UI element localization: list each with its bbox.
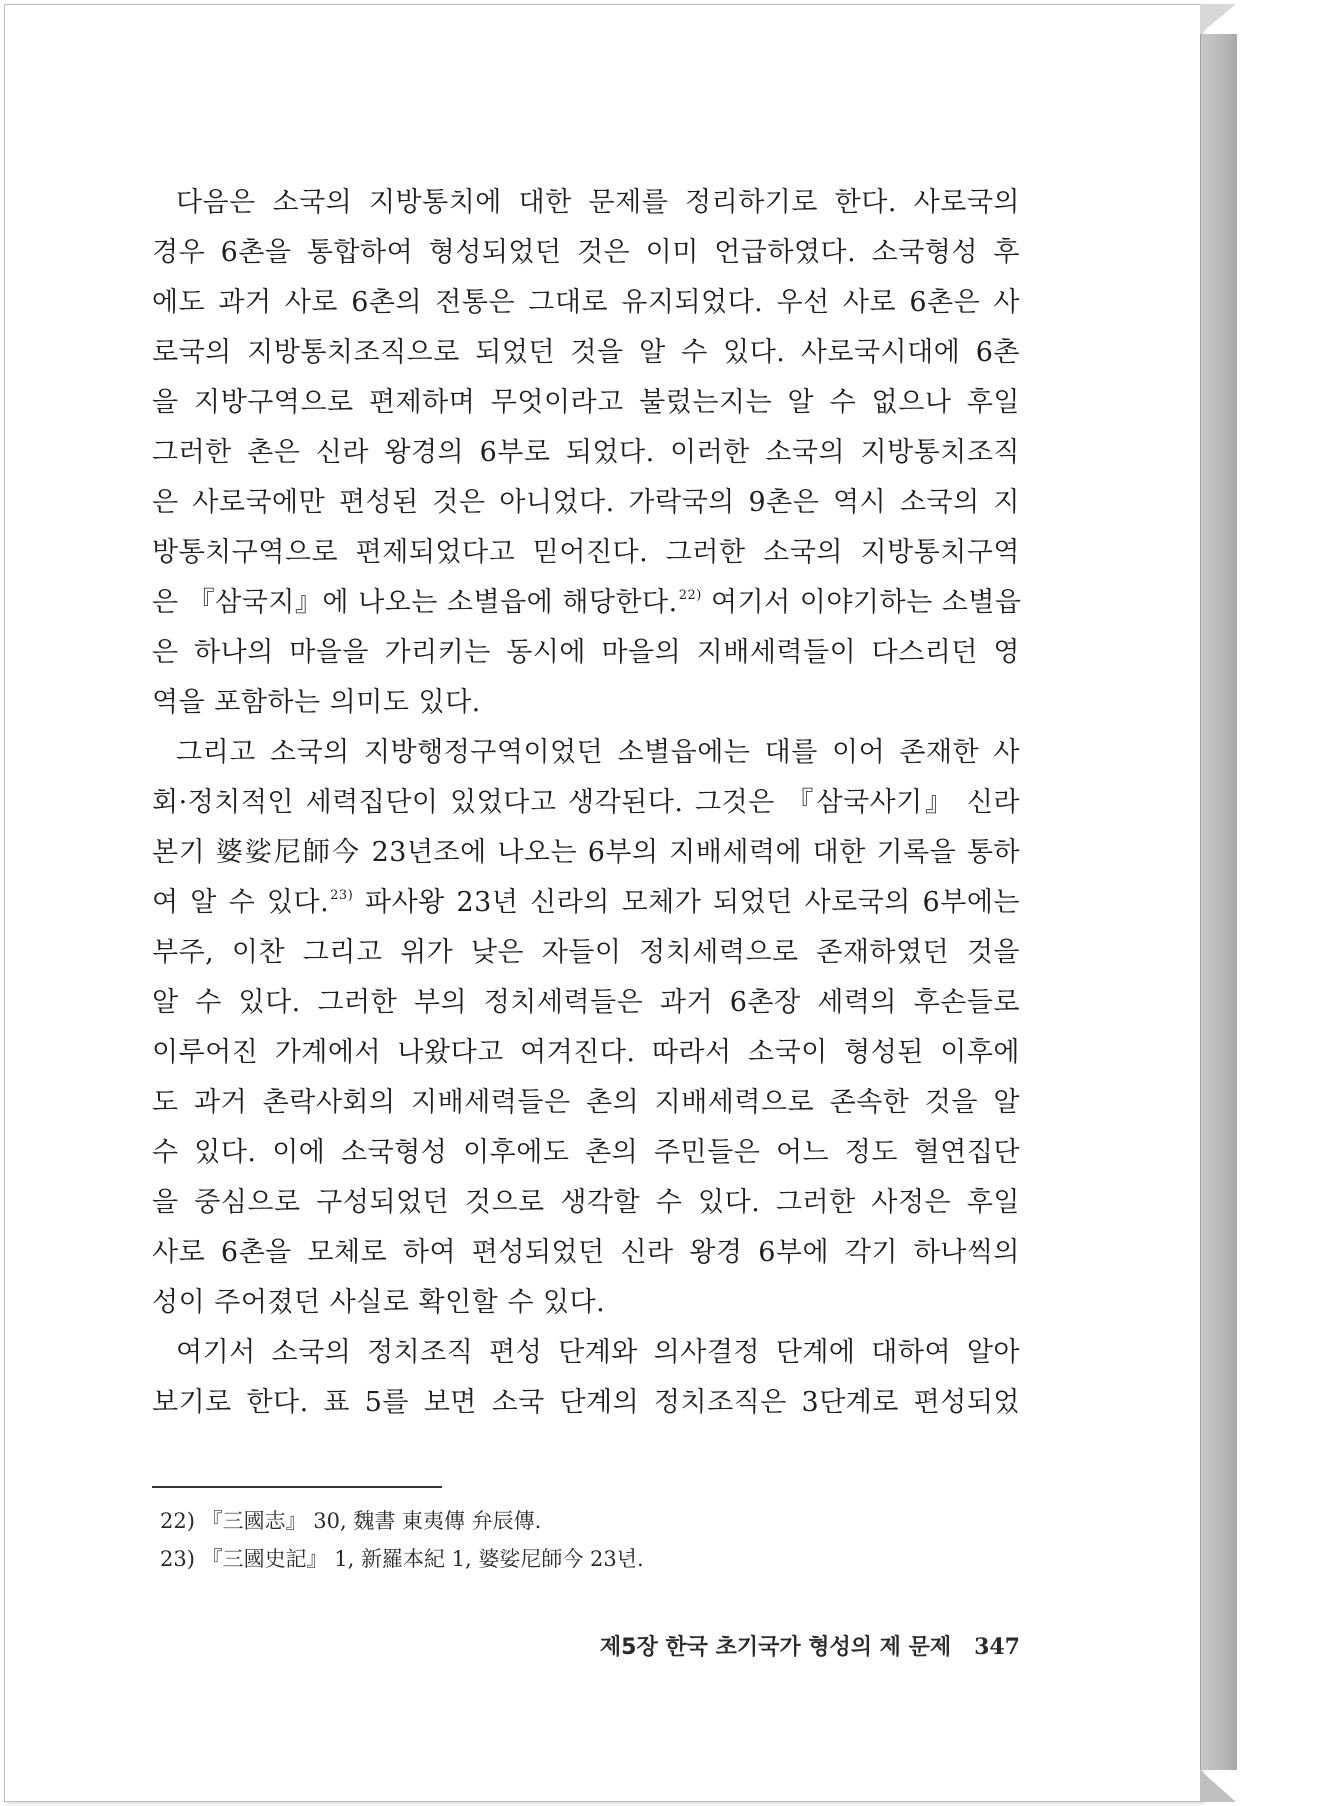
text-segment: 은 『삼국지』에 나오는 소별읍에 해당한다. <box>152 587 678 618</box>
footnotes <box>160 1502 644 1578</box>
text-segment: 여기서 이야기하는 소별읍 <box>701 587 1022 618</box>
text-segment: 여 알 수 있다. <box>152 887 330 918</box>
text-line: 을 지방구역으로 편제하며 무엇이라고 불렀는지는 알 수 없으나 후일 <box>152 387 1020 418</box>
text-line: 다음은 소국의 지방통치에 대한 문제를 정리하기로 한다. 사로국의 <box>176 187 1020 218</box>
text-line: 회·정치적인 세력집단이 있었다고 생각된다. 그것은 『삼국사기』 신라 <box>152 787 1020 818</box>
text-line: 보기로 한다. 표 5를 보면 소국 단계의 정치조직은 3단계로 편성되었 <box>152 1387 1020 1418</box>
text-line: 경우 6촌을 통합하여 형성되었던 것은 이미 언급하였다. 소국형성 후 <box>152 237 1020 268</box>
footnote-ref-23: 23) <box>330 888 354 903</box>
text-line: 수 있다. 이에 소국형성 이후에도 촌의 주민들은 어느 정도 혈연집단 <box>152 1137 1020 1168</box>
footnote-23: 23) 『三國史記』 1, 新羅本紀 1, 婆娑尼師今 23년. <box>160 1547 644 1571</box>
text-line: 역을 포함하는 의미도 있다. <box>152 687 481 718</box>
text-line <box>152 578 1020 628</box>
text-line: 성이 주어졌던 사실로 확인할 수 있다. <box>152 1287 606 1318</box>
footnote-ref-22: 22) <box>678 588 702 603</box>
text-line: 에도 과거 사로 6촌의 전통은 그대로 유지되었다. 우선 사로 6촌은 사 <box>152 287 1020 318</box>
text-line <box>152 878 1020 928</box>
text-line: 을 중심으로 구성되었던 것으로 생각할 수 있다. 그러한 사정은 후일 <box>152 1187 1020 1218</box>
chapter-label: 제5장 <box>599 1635 658 1660</box>
text-line: 부주, 이찬 그리고 위가 낮은 자들이 정치세력으로 존재하였던 것을 <box>152 937 1020 968</box>
page-stack-edge <box>1200 34 1237 1770</box>
footnote-22: 22) 『三國志』 30, 魏書 東夷傳 弁辰傳. <box>160 1509 542 1533</box>
text-line: 알 수 있다. 그러한 부의 정치세력들은 과거 6촌장 세력의 후손들로 <box>152 987 1020 1018</box>
page-stack-top-corner <box>1200 4 1236 34</box>
text-line: 그리고 소국의 지방행정구역이었던 소별읍에는 대를 이어 존재한 사 <box>176 737 1020 768</box>
footnote-divider <box>152 1486 442 1488</box>
text-segment: 파사왕 23년 신라의 모체가 되었던 사로국의 6부에는 <box>353 887 1020 918</box>
chapter-title: 한국 초기국가 형성의 제 문제 <box>665 1634 952 1660</box>
text-line: 이루어진 가계에서 나왔다고 여겨진다. 따라서 소국이 형성된 이후에 <box>152 1037 1020 1068</box>
text-line: 로국의 지방통치조직으로 되었던 것을 알 수 있다. 사로국시대에 6촌 <box>152 337 1020 368</box>
body-text <box>152 178 1020 1428</box>
text-line: 방통치구역으로 편제되었다고 믿어진다. 그러한 소국의 지방통치구역 <box>152 537 1020 568</box>
text-line: 은 사로국에만 편성된 것은 아니었다. 가락국의 9촌은 역시 소국의 지 <box>152 487 1020 518</box>
text-line: 은 하나의 마을을 가리키는 동시에 마을의 지배세력들이 다스리던 영 <box>152 637 1020 668</box>
running-footer <box>580 1630 1020 1661</box>
text-line: 사로 6촌을 모체로 하여 편성되었던 신라 왕경 6부에 각기 하나씩의 <box>152 1237 1020 1268</box>
text-line: 여기서 소국의 정치조직 편성 단계와 의사결정 단계에 대하여 알아 <box>176 1337 1020 1368</box>
text-line: 도 과거 촌락사회의 지배세력들은 촌의 지배세력으로 존속한 것을 알 <box>152 1087 1020 1118</box>
page-number: 347 <box>974 1634 1020 1660</box>
text-line: 본기 婆娑尼師今 23년조에 나오는 6부의 지배세력에 대한 기록을 통하 <box>152 837 1020 868</box>
page-stack-bottom-corner <box>1200 1770 1236 1802</box>
text-line: 그러한 촌은 신라 왕경의 6부로 되었다. 이러한 소국의 지방통치조직 <box>152 437 1020 468</box>
